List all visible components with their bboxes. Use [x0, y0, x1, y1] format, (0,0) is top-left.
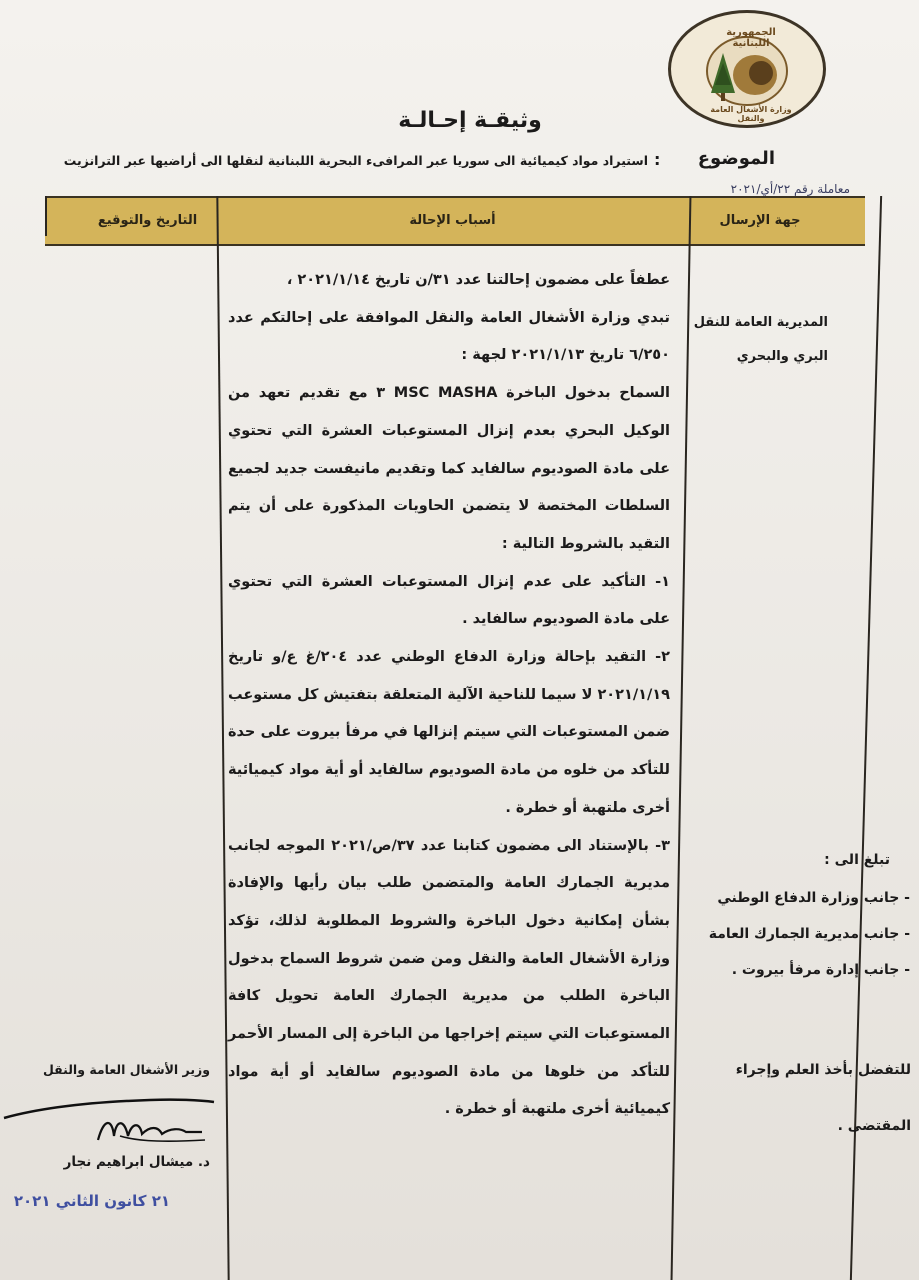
subject-text: استيراد مواد كيميائية الى سوريا عبر المرافىء البحرية اللبنانية لنقلها الى أراضيها عبر الترانزيت	[63, 153, 648, 168]
reference-number: معاملة رقم ٢٢/أي/٢٠٢١	[730, 182, 850, 196]
cc-label: تبلغ الى :	[824, 852, 890, 868]
cc-item: - جانب مديرية الجمارك العامة	[708, 926, 910, 942]
body-paragraph: تبدي وزارة الأشغال العامة والنقل الموافقة على إحالتكم عدد ٦/٢٥٠ تاريخ ٢٠٢١/١/١٣ لجهة :	[228, 309, 670, 364]
handwritten-signature-icon	[0, 1082, 216, 1152]
subject-colon: :	[654, 150, 661, 169]
condition-2: ٢- التقيد بإحالة وزارة الدفاع الوطني عدد ٢٠٤/غ ع/و تاريخ ٢٠٢١/١/١٩ لا سيما للناحية الآلية المتعلقة بتفتيش كل مستوعب ضمن المستوعبات التي سيتم إنزالها في مرفأ بيروت على حدة للتأكد من خلوه من مادة الصوديوم سالفايد أو أية مواد كيميائية أخرى ملتهبة أو خطرة .	[228, 649, 670, 816]
document-title: وثيقـة إحـالـة	[398, 108, 542, 133]
sender-value: المديرية العامة للنقل البري والبحري	[693, 315, 828, 364]
header-reasons: أسباب الإحالة	[250, 196, 655, 246]
logo-bottom-text: وزارة الأشغال العامة والنقل	[710, 105, 792, 123]
ministry-logo	[668, 10, 826, 128]
cc-list	[700, 880, 910, 988]
condition-3: ٣- بالإستناد الى مضمون كتابنا عدد ٣٧/ص/٢٠٢١ الموجه لجانب مديرية الجمارك العامة والمتضمن طلب بيان رأيها والإفادة بشأن إمكانية دخول الباخرة والشروط المطلوبة لذلك، تؤكد وزارة الأشغال العامة والنقل ومن ضمن شروط السماح بدخول الباخرة الطلب من مديرية الجمارك العامة تحويل كافة المستوعبات التي سيتم إخراجها من الباخرة إلى المسار الأحمر للتأكد من خلوها من مادة الصوديوم سالفايد أو أية مواد كيميائية أخرى ملتهبة أو خطرة .	[228, 837, 670, 1118]
subject-label: الموضوع	[697, 148, 775, 169]
minister-title: وزير الأشغال العامة والنقل	[42, 1062, 210, 1077]
header-sender: جهة الإرسال	[655, 196, 865, 246]
condition-1: ١- التأكيد على عدم إنزال المستوعبات العشرة التي تحتوي على مادة الصوديوم سالفايد .	[228, 573, 670, 628]
cc-item: - جانب وزارة الدفاع الوطني	[717, 890, 910, 906]
cc-note: للتفضل بأخذ العلم وإجراء المقتضى .	[735, 1062, 911, 1134]
cc-item: - جانب إدارة مرفأ بيروت .	[731, 962, 910, 978]
minister-name: د. ميشال ابراهيم نجار	[63, 1154, 210, 1170]
referral-reasons	[228, 262, 670, 1129]
body-paragraph: عطفاً على مضمون إحالتنا عدد ٣١/ن تاريخ ٢٠٢١/١/١٤ ،	[286, 272, 670, 288]
logo-top-text: الجمهورية اللبنانية	[726, 27, 776, 49]
header-date-signature: التاريخ والتوقيع	[45, 196, 250, 246]
body-paragraph: السماح بدخول الباخرة MSC MASHA ٣ مع تقديم تعهد من الوكيل البحري بعدم إنزال المستوعبات العشرة التي تحتوي على مادة الصوديوم سالفايد كما وتقديم مانيفست جديد لجميع السلطات المختصة لا يتضمن الحاويات المذكورة على أن يتم التقيد بالشروط التالية :	[228, 385, 670, 552]
stamp-date: ٢١ كانون الثاني ٢٠٢١	[13, 1192, 170, 1210]
table-border-left	[45, 196, 47, 236]
